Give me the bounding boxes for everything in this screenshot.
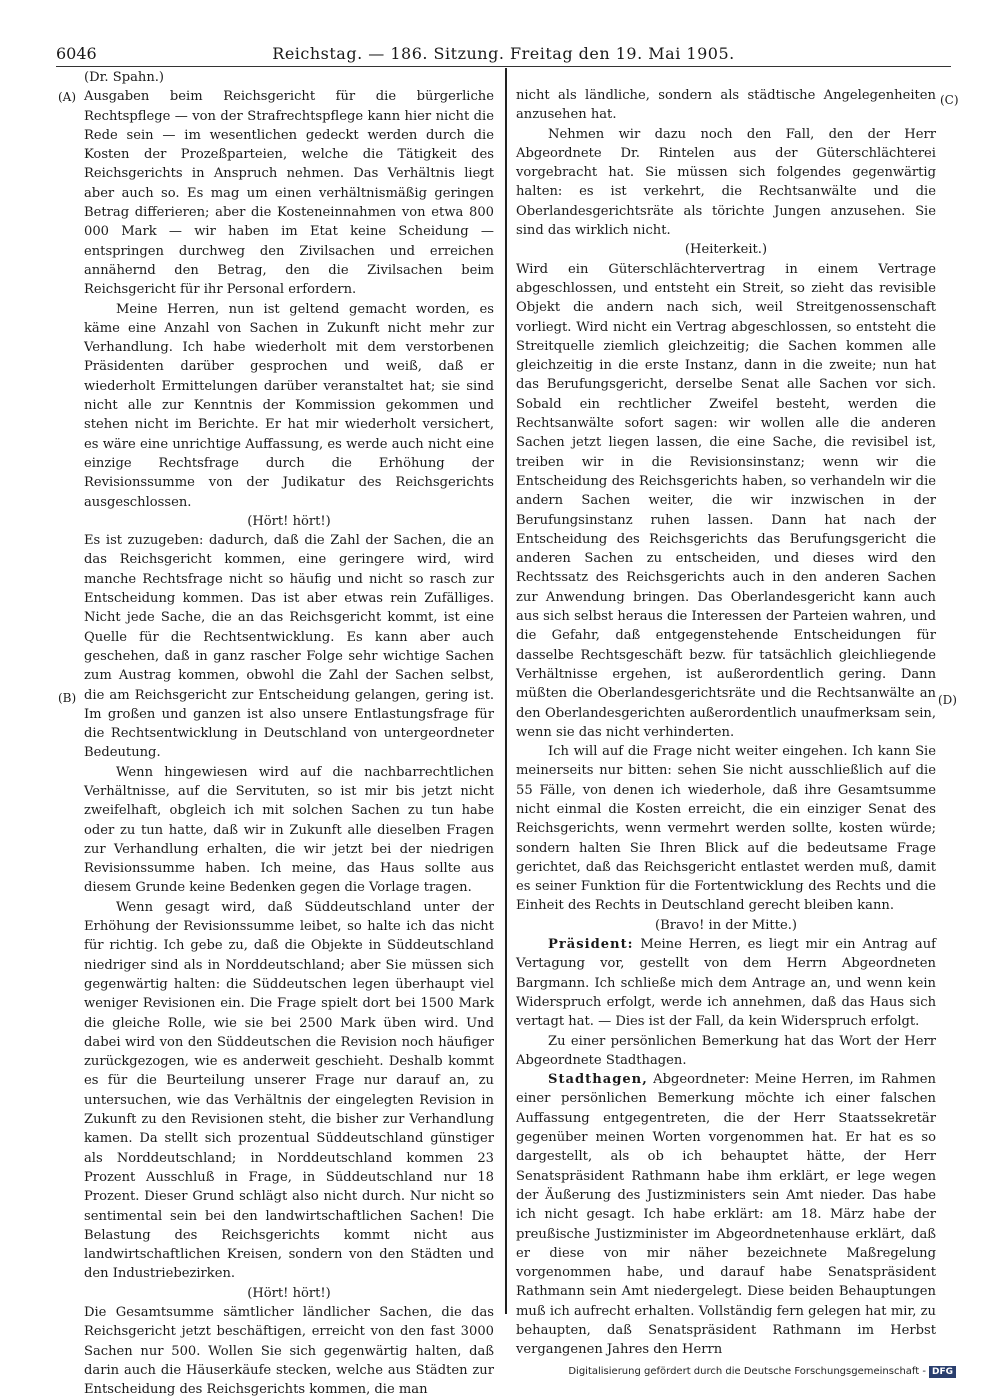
speaker-tag: (Dr. Spahn.): [84, 70, 165, 85]
margin-marker-a: (A): [58, 90, 77, 104]
page-header: [56, 44, 951, 68]
paragraph: Es ist zuzugeben: dadurch, daß die Zahl der Sachen, die an das Reichsgericht kommen, eine geringere wird, wird manche Rechtsfrage nicht so häufig und nicht so rasch zur Entscheidung kommen. Das ist aber etwas rein Zufälliges. Nicht jede Sache, die an das Reichsgericht kommt, ist eine Quelle für die Rechtsentwicklung. Es kann aber auch geschehen, daß in ganz rascher Folge sehr wichtige Sachen zum Austrag kommen, obwohl die Zahl der Sachen selbst, die am Reichsgericht zur Entscheidung gelangen, gering ist. Im großen und ganzen ist also unsere Entlastungsfrage für die Rechtsentwicklung in Deutschland von untergeordneter Bedeutung.: [84, 533, 494, 761]
running-title: Reichstag. — 186. Sitzung. Freitag den 19. Mai 1905.: [272, 44, 735, 63]
page-number: 6046: [56, 44, 97, 63]
stadthagen-statement: [516, 1070, 936, 1359]
column-divider: [505, 68, 507, 1314]
margin-marker-d: (D): [938, 693, 957, 707]
margin-marker-b: (B): [58, 691, 77, 705]
interjection: (Hört! hört!): [247, 513, 331, 529]
statement-text: Meine Herren, es liegt mir ein Antrag auf Vertagung vor, gestellt von dem Herrn Abgeordneten Bargmann. Ich schließe mich dem Antrage an, und wenn kein Widerspruch erfolgt, werde ich annehmen, daß das Haus sich vertagt hat. — Dies ist der Fall, da kein Widerspruch erfolgt.: [516, 937, 936, 1030]
paragraph: Meine Herren, nun ist geltend gemacht worden, es käme eine Anzahl von Sachen in Zukunft nicht mehr zur Verhandlung. Ich habe wiederholt mit dem verstorbenen Präsidenten darüber gesprochen und weiß, daß er wiederholt Ermittelungen darüber veranstaltet hat; sie sind nicht alle zur Kenntnis der Kommission gekommen und stehen nicht im Berichte. Er hat mir wiederholt versichert, es wäre eine unrichtige Auffassung, es werde auch nicht eine einzige Rechtsfrage durch die Erhöhung der Revisionssumme von der Judikatur des Reichsgerichts ausgeschlossen.: [84, 301, 494, 510]
header-rule: [56, 66, 951, 67]
paragraph: Nehmen wir dazu noch den Fall, den der Herr Abgeordnete Dr. Rintelen aus der Güterschlächterei vorgebracht hat. Sie müssen sich folgendes gegenwärtig halten: es ist verkehrt, die Rechtsanwälte und die Oberlandesgerichtsräte als törichte Jungen anzusehen. Sie sind das wirklich nicht.: [516, 126, 936, 239]
paragraph: nicht als ländliche, sondern als städtische Angelegenheiten anzusehen hat.: [516, 88, 936, 123]
footer-text: Digitalisierung gefördert durch die Deutsche Forschungsgemeinschaft -: [568, 1366, 926, 1377]
interjection: (Bravo! in der Mitte.): [655, 917, 797, 933]
right-column: [516, 86, 936, 1360]
paragraph: Die Gesamtsumme sämtlicher ländlicher Sachen, die das Reichsgericht jetzt beschäftigen, erreicht von den fast 3000 Sachen nur 500. Wollen Sie sich gegenwärtig halten, daß darin auch die Häuserkäufe stecken, welche aus Städten zur Entscheidung des Reichsgerichts kommen, die man: [84, 1305, 494, 1398]
interjection: (Hört! hört!): [247, 1285, 331, 1301]
footer-credit: [568, 1366, 956, 1378]
speaker-name: Präsident:: [548, 937, 634, 953]
speaker-name: Stadthagen,: [548, 1072, 648, 1088]
paragraph: Wird ein Güterschlächtervertrag in einem Vertrage abgeschlossen, und entsteht ein Streit, so zieht das revisible Objekt die andern nach sich, weil Streitgenossenschaft vorliegt. Wird nicht ein Vertrag abgeschlossen, so entsteht die Streitquelle ziemlich gleichzeitig; die Sachen kommen alle gleichzeitig in die erste Instanz, dann in die zweite; nun hat das Berufungsgericht, derselbe Senat alle Sachen vor sich. Sobald ein rechtlicher Zweifel besteht, werden die Rechtsanwälte sofort sagen: wir wollen alle die anderen Sachen jetzt liegen lassen, die eine Sache, die revisibel ist, treiben wir in die Revisionsinstanz; wenn wir die Entscheidung des Reichsgerichts haben, so verhandeln wir die andern Sachen weiter, die wir inzwischen in der Berufungsinstanz ruhen lassen. Dann hat nach der Entscheidung des Reichsgerichts das Berufungsgericht die anderen Sachen zu entscheiden, und dieses wird den Rechtssatz des Reichsgerichts auch in den anderen Sachen zur Anwendung bringen. Das Oberlandesgericht kann auch aus sich selbst heraus die Interessen der Parteien wahren, und die Gefahr, daß entgegenstehende Entscheidungen für dasselbe Rechtsgeschäft bezw. für tatsächlich gleichliegende Verhältnisse ergehen, ist außerordentlich gering. Dann müßten die Oberlandesgerichtsräte und die Rechtsanwälte an den Oberlandesgerichten außerordentlich unaufmerksam sein, wenn sie das nicht verhinderten.: [516, 261, 936, 740]
paragraph: Ich will auf die Frage nicht weiter eingehen. Ich kann Sie meinerseits nur bitten: sehen Sie nicht ausschließlich auf die 55 Fälle, von denen ich wiederhole, daß ihre Gesamtsumme nicht einmal die Kosten erreicht, die ein einziger Senat des Reichsgerichts, wenn vermehrt werden sollte, kosten würde; sondern halten Sie Ihren Blick auf die bedeutsame Frage gerichtet, daß das Reichsgericht entlastet werden muß, damit es seiner Funktion für die Fortentwicklung des Rechts und die Einheit des Rechts in Deutschland gerecht bleiben kann.: [516, 744, 936, 914]
left-column: [84, 68, 494, 1399]
president-statement: [516, 935, 936, 1031]
paragraph: Ausgaben beim Reichsgericht für die bürgerliche Rechtspflege — von der Strafrechtspflege kann hier nicht die Rede sein — im wesentlichen gedeckt werden durch die Kosten der Prozeßparteien, welche die Tätigkeit des Reichsgerichts in Anspruch nehmen. Das Verhältnis liegt aber auch so. Es mag um einen verhältnismäßig geringen Betrag differieren; aber die Kosteneinnahmen von etwa 800 000 Mark — wir haben im Etat keine Scheidung — entspringen durchweg den Zivilsachen und erreichen annähernd den Betrag, den die Zivilsachen beim Reichsgericht für ihr Personal erfordern.: [84, 89, 494, 298]
dfg-logo: DFG: [929, 1366, 956, 1378]
paragraph: Wenn gesagt wird, daß Süddeutschland unter der Erhöhung der Revisionssumme leibet, so halte ich das nicht für richtig. Ich gebe zu, daß die Objekte in Süddeutschland niedriger sind als in Norddeutschland; aber Sie müssen sich gegenwärtig halten: die Süddeutschen legen überhaupt viel weniger Revisionen ein. Die Frage spielt dort bei 1500 Mark die gleiche Rolle, wie sie bei 2500 Mark üben wird. Und dabei wird von den Süddeutschen die Revision noch häufiger zurückgezogen, wie es anderweit geschieht. Deshalb kommt es für die Beurteilung unserer Frage nur darauf an, zu untersuchen, wie das Verhältnis der eingelegten Revision in Zukunft zu den Revisionen steht, die bisher zur Verhandlung kamen. Da stellt sich prozentual Süddeutschland günstiger als Norddeutschland; in Norddeutschland kommen 23 Prozent Ausschluß in Frage, in Süddeutschland nur 18 Prozent. Dieser Grund schlägt also nicht durch. Nur nicht so sentimental sein bei den landwirtschaftlichen Sachen! Die Belastung des Reichsgerichts kommt nicht aus landwirtschaftlichen Kreisen, sondern von den Städten und den Industriebezirken.: [84, 899, 494, 1282]
margin-marker-c: (C): [940, 93, 959, 107]
interjection: (Heiterkeit.): [684, 242, 768, 258]
statement-text: Abgeordneter: Meine Herren, im Rahmen einer persönlichen Bemerkung möchte ich einer falschen Auffassung entgegentreten, die der Herr Staatssekretär gegenüber meinen Worten vorgenommen hat. Er hat es so dargestellt, als ob ich behauptet hätte, der Herr Senatspräsident Rathmann habe ihm erklärt, er lege wegen der Äußerung des Justizministers sein Amt nieder. Das habe ich nicht gesagt. Ich habe erklärt: am 18. März habe der preußische Justizminister im Abgeordnetenhause erklärt, daß er diese von mir näher bezeichnete Maßregelung vorgenommen habe, und darauf habe Senatspräsident Rathmann sein Amt niedergelegt. Diese beiden Behauptungen muß ich aufrecht erhalten. Vollständig fern gelegen hat mir, zu behaupten, daß Senatspräsident Rathmann im Herbst vergangenen Jahres den Herrn: [516, 1072, 936, 1358]
paragraph: Wenn hingewiesen wird auf die nachbarrechtlichen Verhältnisse, auf die Servituten, so ist mir bis jetzt nicht zweifelhaft, obgleich ich mit solchen Sachen zu tun habe oder zu tun hatte, daß wir in Zukunft alle dieselben Fragen zur Verhandlung erhalten, die wir jetzt bei der niedrigen Revisionssumme haben. Ich meine, das Haus sollte aus diesem Grunde keine Bedenken gegen die Vorlage tragen.: [84, 764, 494, 896]
paragraph: Zu einer persönlichen Bemerkung hat das Wort der Herr Abgeordnete Stadthagen.: [516, 1033, 936, 1068]
